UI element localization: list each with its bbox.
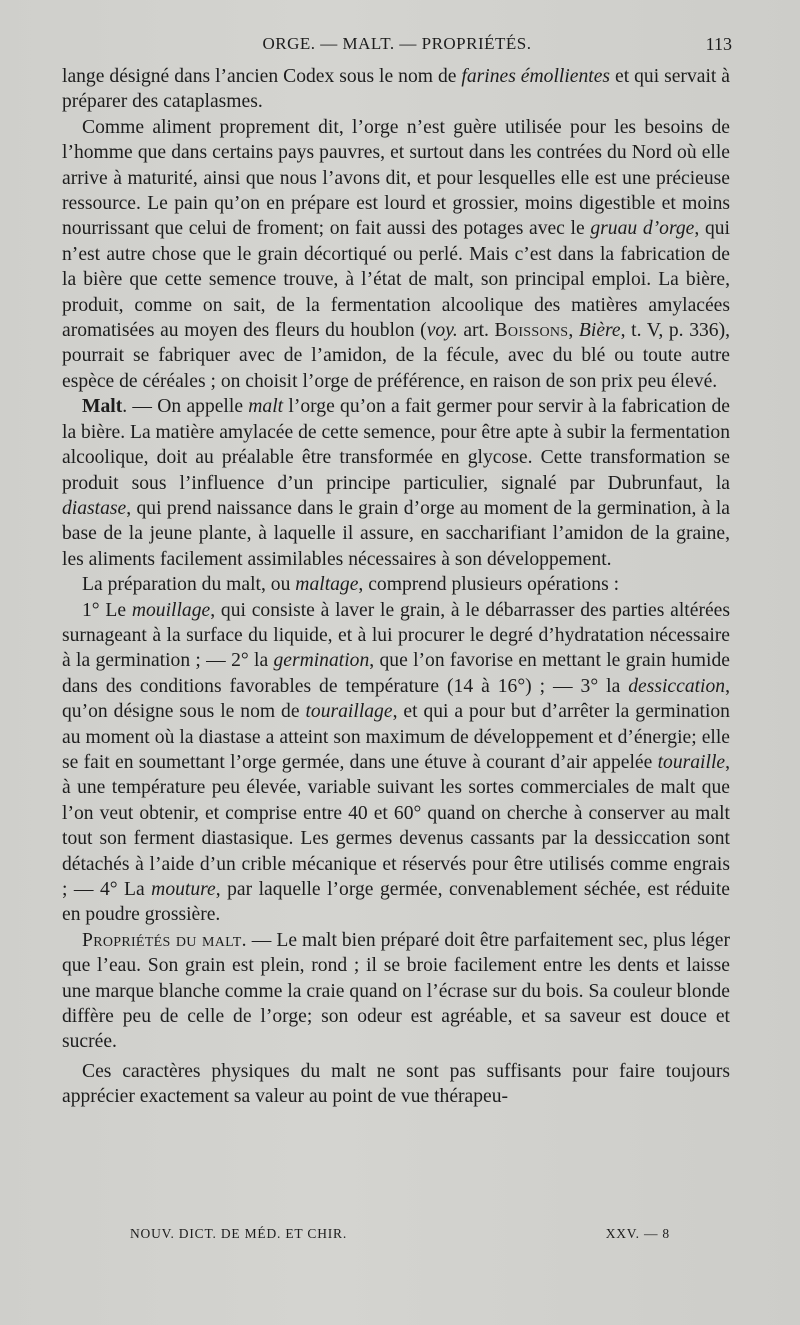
page-number: 113 xyxy=(705,34,732,54)
italic-term: Bière xyxy=(578,320,621,342)
text-run: , qu’on désigne sous le nom de xyxy=(62,675,730,723)
italic-term: dessiccation xyxy=(628,675,726,697)
text-run: , qui n’est autre chose que le grain décortiqué ou perlé. Mais c’est dans la fabrication de la bière que cette semence trouve, à l’état de malt, son principal emploi. La bière, produit, comme on sait, de la fermentation alcoolique des matières amylacées aromatisées au moyen des fleurs du houblon ( xyxy=(62,218,730,342)
italic-term: maltage xyxy=(295,574,359,596)
text-run: lange désigné dans l’ancien Codex sous le nom de xyxy=(62,66,462,87)
text-run: , à une température peu élevée, variable suivant les sortes commerciales de malt que l’on veut obtenir, et comprise entre 40 et 60° quand on cherche à conserver au malt tout son ferment diastasique. Les germes devenus cassants par la dessiccation sont détachés à l’aide d’un crible mécanique et réservés pour être utilisés comme engrais ; — 4° La xyxy=(62,751,730,900)
italic-term: farines émollientes xyxy=(461,66,611,87)
small-caps-text: Propriétés du malt. xyxy=(82,929,247,951)
paragraph xyxy=(62,64,730,115)
italic-term: gruau d’orge xyxy=(590,218,695,240)
small-caps-text: Boissons xyxy=(494,320,569,342)
text-run: — Le malt bien préparé doit être parfaitement sec, plus léger que l’eau. Son grain est plein, rond ; il se broie facilement entre les dents et laisse une marque blanche comme la craie quand on l’écrase sur du bois. Sa couleur blonde diffère peu de celle de l’orge; son odeur est agréable, et sa saveur est douce et sucrée. xyxy=(62,929,730,1053)
italic-term: voy. xyxy=(426,320,458,342)
text-run: , qui prend naissance dans le grain d’orge au moment de la germination, à la base de la jeune plante, à laquelle il assure, en saccharifiant l’amidon de la graine, les aliments facilement assimilables nécessaires à son développement. xyxy=(62,497,730,570)
bold-heading: Malt xyxy=(82,396,123,418)
paragraph xyxy=(62,1059,730,1110)
text-run: , xyxy=(568,320,579,342)
italic-term: diastase xyxy=(62,497,127,519)
footer-signature: NOUV. DICT. DE MÉD. ET CHIR. xyxy=(130,1226,348,1241)
text-run: , que l’on favorise en mettant le grain humide dans des conditions favorables de température (14 à 16°) ; — 3° la xyxy=(62,650,730,697)
body-text xyxy=(62,64,730,1110)
text-run: , et qui a pour but d’arrêter la germination au moment où la diastase a atteint son maximum de développement et d’énergie; elle se fait en soumettant l’orge germée, dans une étuve à courant d’air appelée xyxy=(62,701,730,773)
italic-term: mouture xyxy=(151,879,216,900)
italic-term: malt xyxy=(248,396,284,418)
paragraph xyxy=(62,115,730,394)
text-run: art. xyxy=(457,320,495,342)
text-run: , comprend plusieurs opérations : xyxy=(358,574,620,596)
text-run: et qui servait à préparer des cataplasmes. xyxy=(62,66,730,113)
italic-term: touraillage xyxy=(305,701,393,723)
paragraph xyxy=(62,598,730,928)
italic-term: touraille xyxy=(657,751,726,773)
paragraph xyxy=(62,928,730,1055)
page-footer xyxy=(130,1226,670,1246)
italic-term: mouillage xyxy=(131,599,211,621)
text-run: , par laquelle l’orge germée, convenablement séchée, est réduite en poudre grossière. xyxy=(62,879,730,926)
text-run: l’orge qu’on a fait germer pour servir à la fabrication de la bière. La matière amylacée de cette semence, pour être apte à subir la fermentation alcoolique, doit au préalable être transformée en glycose. Cette transformation se produit sous l’influence d’un principe particulier, signalé par Dubrunfaut, la xyxy=(62,396,731,494)
text-run: Comme aliment proprement dit, l’orge n’est guère utilisée pour les besoins de l’homme que dans certains pays pauvres, et surtout dans les contrées du Nord où elle arrive à maturité, ainsi que nous l’avons dit, et pour lesquelles elle est une précieuse ressource. Le pain qu’on en prépare est lourd et grossier, moins digestible et moins nourrissant que celui de froment; on fait aussi des potages avec le xyxy=(62,116,730,240)
italic-term: germination xyxy=(273,650,370,672)
paragraph xyxy=(62,394,730,572)
page-header xyxy=(62,34,732,58)
text-run: , t. V, p. 336), pourrait se fabriquer avec de l’amidon, de la fécule, avec du blé ou toute autre espèce de céréales ; on choisit l’orge de préférence, en raison de son prix peu élevé. xyxy=(62,320,731,392)
running-head: ORGE. — MALT. — PROPRIÉTÉS. xyxy=(262,34,532,53)
text-run: La préparation du malt, ou xyxy=(82,574,296,596)
footer-volume-mark: XXV. — 8 xyxy=(605,1226,670,1241)
text-run: Ces caractères physiques du malt ne sont pas suffisants pour faire toujours apprécier exactement sa valeur au point de vue thérapeu- xyxy=(62,1060,730,1108)
text-run: . — On appelle xyxy=(122,396,249,418)
text-run: , qui consiste à laver le grain, à le débarrasser des parties altérées surnageant à la surface du liquide, et à lui procurer le degré d’hydratation nécessaire à la germination ; — 2° la xyxy=(62,599,730,672)
text-run: 1° Le xyxy=(82,599,132,621)
paragraph xyxy=(62,572,730,597)
